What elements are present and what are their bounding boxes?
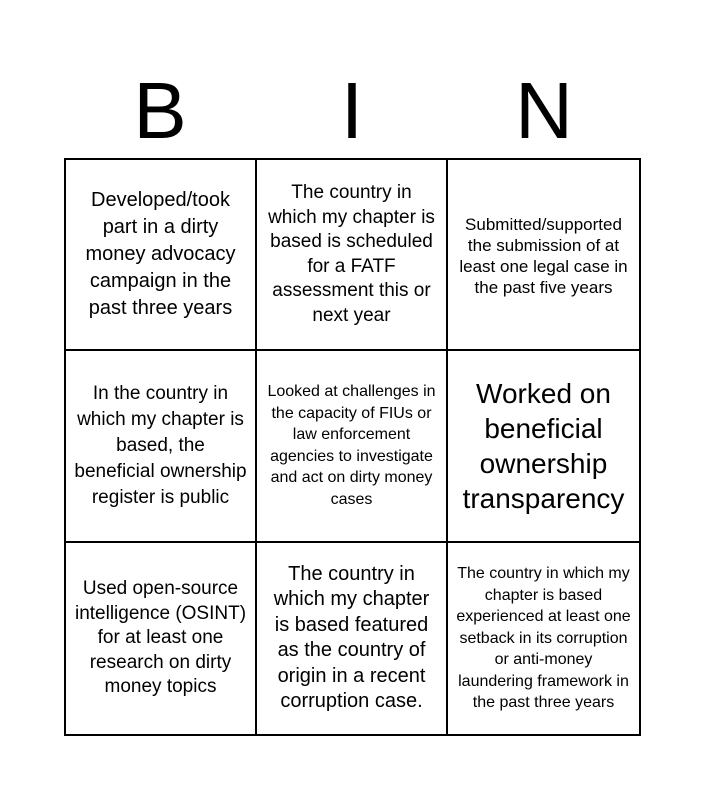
bingo-cell-text: The country in which my chapter is based featured as the country of origin in a recent corruption case.: [273, 562, 430, 713]
bingo-cell-r1c2[interactable]: [257, 160, 448, 351]
bingo-cell-r2c2[interactable]: [257, 351, 448, 542]
bingo-cell-text: In the country in which my chapter is based, the beneficial ownership register is public: [74, 382, 247, 508]
bingo-cell-text: Looked at challenges in the capacity of FIUs or law enforcement agencies to investigate and act on dirty money cases: [267, 383, 436, 508]
bingo-cell-r3c2[interactable]: [257, 543, 448, 734]
bingo-cell-r2c3[interactable]: [448, 351, 639, 542]
bingo-cell-text: Worked on beneficial ownership transparency: [462, 377, 625, 514]
bingo-grid: [64, 158, 641, 736]
bingo-cell-r2c1[interactable]: [66, 351, 257, 542]
bingo-cell-text: The country in which my chapter is based is scheduled for a FATF assessment this or next year: [268, 182, 435, 326]
bingo-cell-text: Submitted/supported the submission of at least one legal case in the past five years: [459, 215, 628, 297]
header-letter-i: I: [340, 66, 364, 155]
bingo-cell-r1c3[interactable]: [448, 160, 639, 351]
bingo-cell-r3c1[interactable]: [66, 543, 257, 734]
bingo-cell-text: Used open-source intelligence (OSINT) for at least one research on dirty money topics: [74, 578, 247, 698]
bingo-header: [64, 66, 641, 156]
bingo-cell-r3c3[interactable]: [448, 543, 639, 734]
bingo-cell-r1c1[interactable]: [66, 160, 257, 351]
bingo-cell-text: Developed/took part in a dirty money advocacy campaign in the past three years: [85, 189, 236, 320]
header-letter-n: N: [515, 66, 573, 155]
header-letter-b: B: [133, 66, 187, 155]
bingo-cell-text: The country in which my chapter is based experienced at least one setback in its corruption or anti-money laundering framework in the past three years: [456, 565, 631, 712]
